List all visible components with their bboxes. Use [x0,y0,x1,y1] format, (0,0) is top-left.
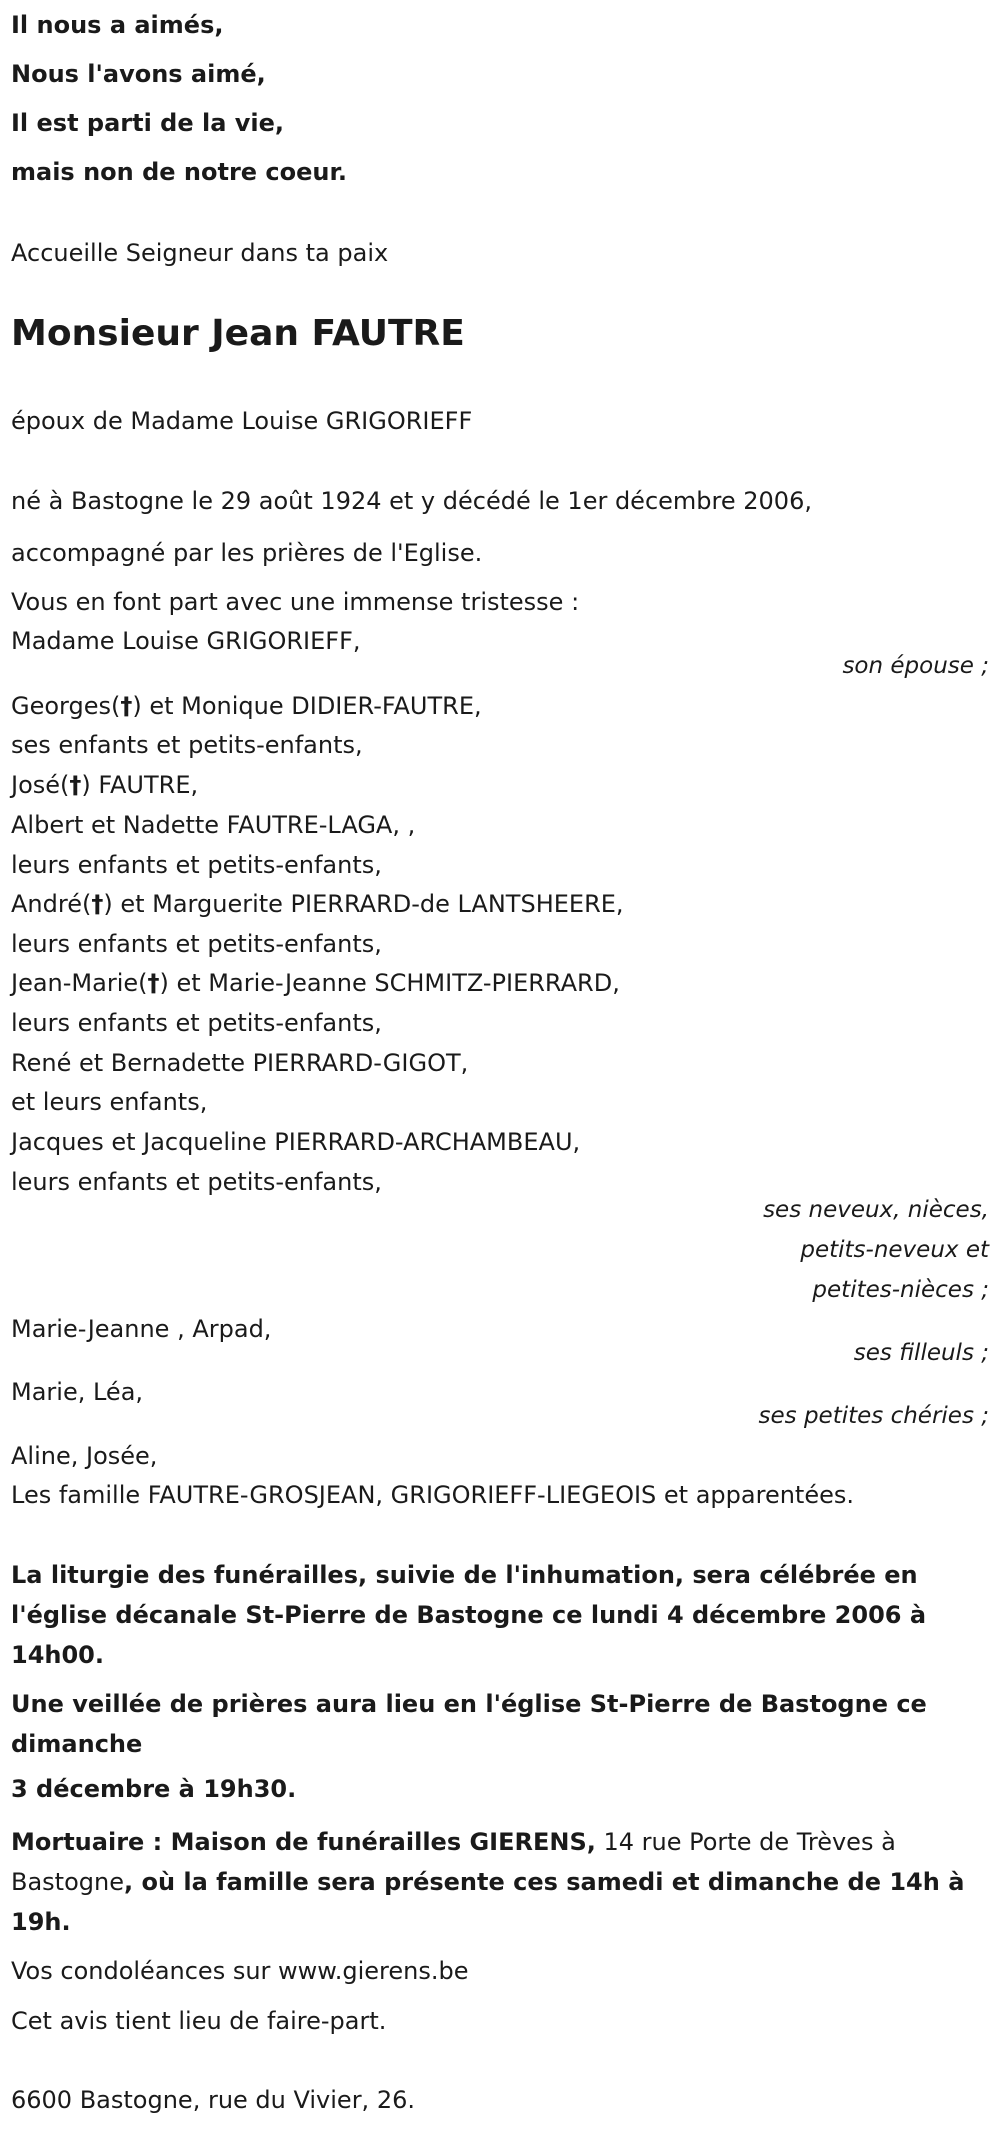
cross-icon: † [91,890,104,918]
mortuary-label: Mortuaire : Maison de funérailles GIERENS, [11,1828,596,1856]
family-role-2: petits-neveux et [800,1237,989,1263]
spouse-of: époux de Madame Louise GRIGORIEFF [11,407,473,435]
darlings-names: Marie, Léa, [11,1378,144,1406]
wife-name: Madame Louise GRIGORIEFF, [11,627,361,655]
home-address: 6600 Bastogne, rue du Vivier, 26. [11,2086,415,2114]
godchildren-names: Marie-Jeanne , Arpad, [11,1315,272,1343]
family-role-3: petites-nièces ; [812,1277,989,1303]
poem-line-3: Il est parti de la vie, [11,109,285,137]
family-line-4: Albert et Nadette FAUTRE-LAGA, , [11,811,416,839]
wife-role: son épouse ; [842,653,989,679]
family-line-6: André(†) et Marguerite PIERRARD-de LANTSHEERE, [11,890,624,918]
funeral-info: La liturgie des funérailles, suivie de l'inhumation, sera célébrée en l'église décanale St-Pierre de Bastogne ce lundi 4 décembre 2006 à 14h00. [11,1561,927,1669]
others-names: Aline, Josée, [11,1442,158,1470]
families-line: Les famille FAUTRE-GROSJEAN, GRIGORIEFF-LIEGEOIS et apparentées. [11,1481,854,1509]
vigil-info: Une veillée de prières aura lieu en l'église St-Pierre de Bastogne ce dimanche [11,1690,927,1758]
cross-icon: † [69,771,82,799]
family-line-12: Jacques et Jacqueline PIERRARD-ARCHAMBEAU, [11,1128,581,1156]
family-role-1: ses neveux, nièces, [763,1197,989,1223]
notice-line: Cet avis tient lieu de faire-part. [11,2007,387,2035]
deceased-name: Monsieur Jean FAUTRE [11,313,465,354]
family-line-3: José(†) FAUTRE, [11,771,199,799]
mortuary-info [11,1822,981,1942]
poem-line-1: Il nous a aimés, [11,11,224,39]
vigil-date: 3 décembre à 19h30. [11,1775,297,1803]
poem-line-2: Nous l'avons aimé, [11,60,266,88]
condolences: Vos condoléances sur www.gierens.be [11,1957,469,1985]
mortuary-address: 14 rue Porte de Trèves à Bastogne [11,1828,896,1896]
family-line-2: ses enfants et petits-enfants, [11,731,363,759]
announce-line: Vous en font part avec une immense tristesse : [11,588,580,616]
family-line-13: leurs enfants et petits-enfants, [11,1168,382,1196]
poem-line-4: mais non de notre coeur. [11,158,348,186]
cross-icon: † [120,692,133,720]
mortuary-presence: , où la famille sera présente ces samedi et dimanche de 14h à 19h. [11,1868,965,1936]
birth-death: né à Bastogne le 29 août 1924 et y décédé le 1er décembre 2006, [11,487,812,515]
family-line-9: leurs enfants et petits-enfants, [11,1009,382,1037]
family-line-8: Jean-Marie(†) et Marie-Jeanne SCHMITZ-PIERRARD, [11,969,620,997]
godchildren-role: ses filleuls ; [853,1340,989,1366]
darlings-role: ses petites chéries ; [758,1403,989,1429]
family-line-1: Georges(†) et Monique DIDIER-FAUTRE, [11,692,482,720]
prayer: Accueille Seigneur dans ta paix [11,239,389,267]
church-line: accompagné par les prières de l'Eglise. [11,539,483,567]
family-line-10: René et Bernadette PIERRARD-GIGOT, [11,1049,469,1077]
family-line-11: et leurs enfants, [11,1088,208,1116]
cross-icon: † [147,969,160,997]
family-line-7: leurs enfants et petits-enfants, [11,930,382,958]
family-line-5: leurs enfants et petits-enfants, [11,851,382,879]
